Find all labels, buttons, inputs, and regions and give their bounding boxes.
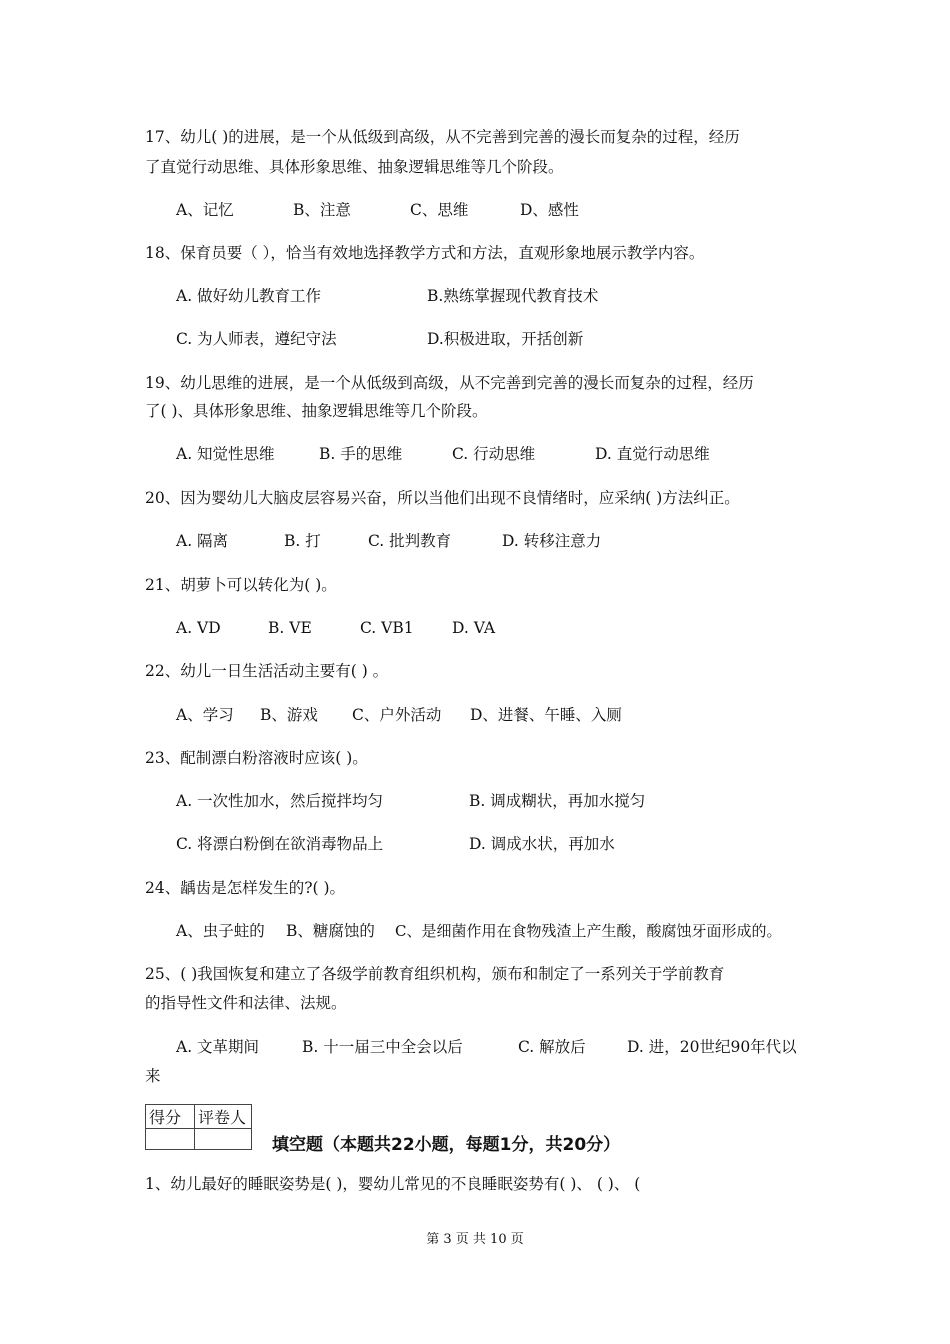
question-18-line1: 18、保育员要（ ），恰当有效地选择教学方式和方法，直观形象地展示教学内容。 xyxy=(145,244,705,262)
question-25-line1: 25、( )我国恢复和建立了各级学前教育组织机构，颁布和制定了一系列关于学前教育 xyxy=(145,965,725,983)
q25-option-a: A. 文革期间 xyxy=(176,1038,260,1056)
page-footer: 第 3 页 共 10 页 xyxy=(426,1232,524,1247)
section-title: 填空题（本题共22小题，每题1分，共20分） xyxy=(272,1135,621,1155)
q20-option-d: D. 转移注意力 xyxy=(502,532,602,550)
q22-option-c: C、户外活动 xyxy=(352,706,442,724)
q18-option-a: A. 做好幼儿教育工作 xyxy=(176,287,322,305)
q17-option-a: A、记忆 xyxy=(176,201,234,219)
q21-option-b: B. VE xyxy=(268,619,312,637)
q23-option-b: B. 调成糊状，再加水搅匀 xyxy=(469,792,646,810)
q24-option-b: B、糖腐蚀的 xyxy=(286,922,375,940)
question-25-line2: 的指导性文件和法律、法规。 xyxy=(145,994,347,1012)
question-24-line1: 24、龋齿是怎样发生的?( )。 xyxy=(145,879,346,897)
question-17-line2: 了直觉行动思维、具体形象思维、抽象逻辑思维等几个阶段。 xyxy=(145,158,564,176)
q21-option-a: A. VD xyxy=(176,619,221,637)
q23-option-d: D. 调成水状，再加水 xyxy=(469,835,615,853)
q17-option-d: D、感性 xyxy=(520,201,579,219)
q22-option-d: D、进餐、午睡、入厕 xyxy=(470,706,622,724)
grader-cell xyxy=(195,1129,252,1150)
q19-option-c: C. 行动思维 xyxy=(452,445,536,463)
q22-option-a: A、学习 xyxy=(176,706,234,724)
score-cell xyxy=(146,1129,195,1150)
q17-option-b: B、注意 xyxy=(293,201,351,219)
question-19-line2: 了( )、具体形象思维、抽象逻辑思维等几个阶段。 xyxy=(145,402,488,420)
q18-option-d: D.积极进取，开括创新 xyxy=(427,330,584,348)
question-23-line1: 23、配制漂白粉溶液时应该( )。 xyxy=(145,749,368,767)
q20-option-c: C. 批判教育 xyxy=(368,532,452,550)
fill-question-1: 1、幼儿最好的睡眠姿势是( )，婴幼儿常见的不良睡眠姿势有( )、 ( )、 ( xyxy=(145,1175,641,1193)
q25-option-d-wrap: 来 xyxy=(145,1067,161,1085)
q17-option-c: C、思维 xyxy=(410,201,469,219)
q25-option-c: C. 解放后 xyxy=(518,1038,586,1056)
question-22-line1: 22、幼儿一日生活活动主要有( ) 。 xyxy=(145,662,389,680)
question-19-line1: 19、幼儿思维的进展，是一个从低级到高级，从不完善到完善的漫长而复杂的过程，经历 xyxy=(145,374,754,392)
q20-option-b: B. 打 xyxy=(284,532,321,550)
q24-option-c: C、是细菌作用在食物残渣上产生酸，酸腐蚀牙面形成的。 xyxy=(395,922,782,940)
q21-option-d: D. VA xyxy=(452,619,496,637)
q18-option-c: C. 为人师表，遵纪守法 xyxy=(176,330,337,348)
q21-option-c: C. VB1 xyxy=(360,619,414,637)
question-21-line1: 21、胡萝卜可以转化为( )。 xyxy=(145,576,337,594)
score-table xyxy=(145,1104,252,1150)
q22-option-b: B、游戏 xyxy=(260,706,318,724)
q24-option-a: A、虫子蛀的 xyxy=(176,922,265,940)
q25-option-b: B. 十一届三中全会以后 xyxy=(302,1038,463,1056)
q19-option-a: A. 知觉性思维 xyxy=(176,445,275,463)
grader-label: 评卷人 xyxy=(195,1105,252,1129)
q18-option-b: B.熟练掌握现代教育技术 xyxy=(427,287,599,305)
q23-option-a: A. 一次性加水，然后搅拌均匀 xyxy=(176,792,384,810)
q19-option-b: B. 手的思维 xyxy=(319,445,403,463)
question-20-line1: 20、因为婴幼儿大脑皮层容易兴奋，所以当他们出现不良情绪时，应采纳( )方法纠正。 xyxy=(145,489,740,507)
q23-option-c: C. 将漂白粉倒在欲消毒物品上 xyxy=(176,835,384,853)
q19-option-d: D. 直觉行动思维 xyxy=(595,445,710,463)
score-label: 得分 xyxy=(146,1105,195,1129)
q20-option-a: A. 隔离 xyxy=(176,532,229,550)
question-17-line1: 17、幼儿( )的进展，是一个从低级到高级，从不完善到完善的漫长而复杂的过程，经历 xyxy=(145,128,740,146)
q25-option-d: D. 进，20世纪90年代以 xyxy=(627,1038,797,1056)
